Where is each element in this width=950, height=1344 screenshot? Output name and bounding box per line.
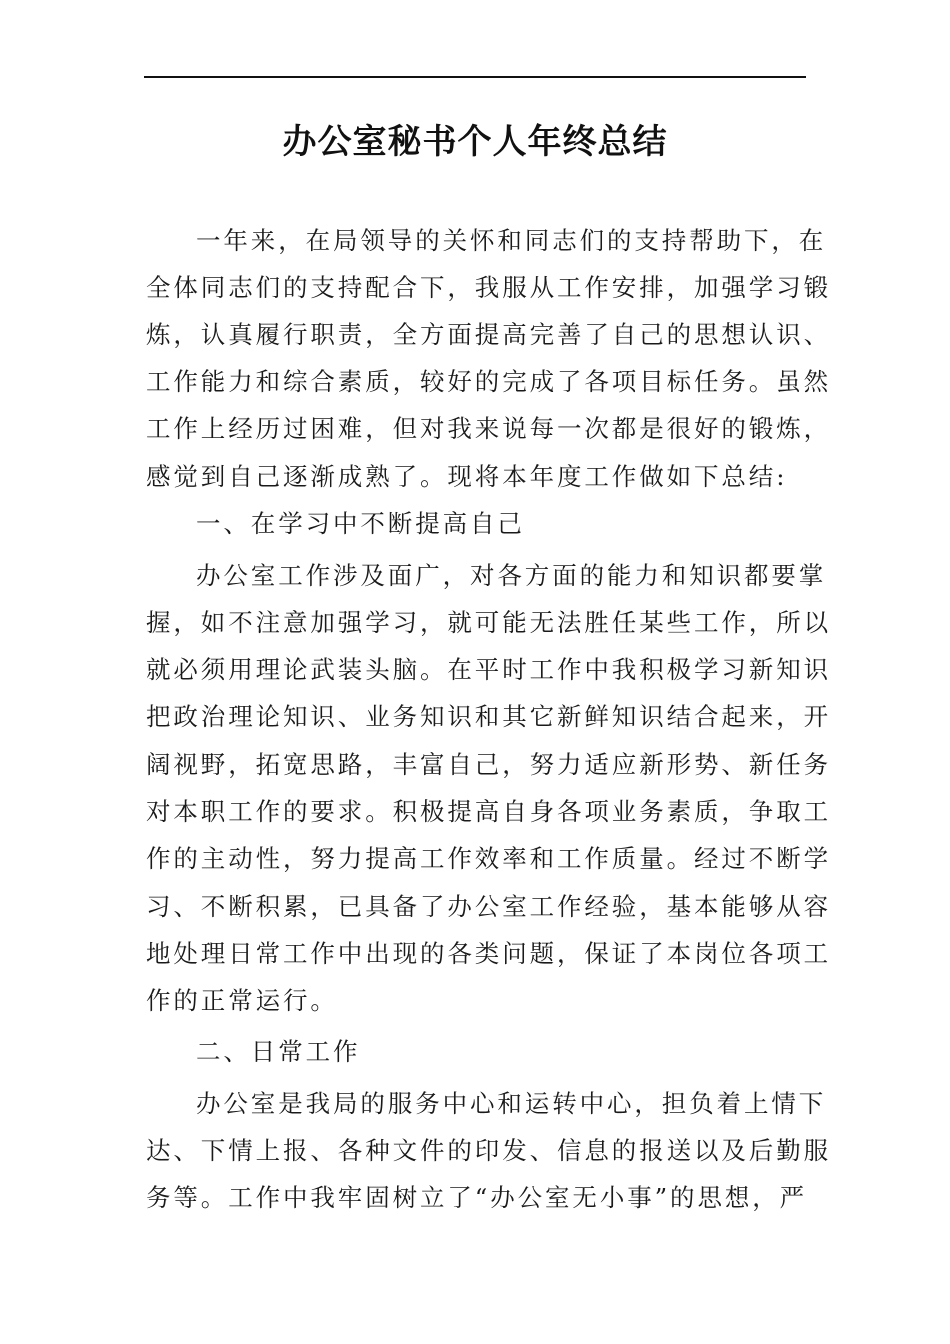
paragraph-line: 工作上经历过困难，但对我来说每一次都是很好的锻炼， xyxy=(146,414,831,443)
document-title: 办公室秘书个人年终总结 xyxy=(282,122,668,162)
paragraph-line: 把政治理论知识、业务知识和其它新鲜知识结合起来，开 xyxy=(146,702,831,731)
paragraph-line: 全体同志们的支持配合下，我服从工作安排，加强学习锻 xyxy=(146,273,831,302)
paragraph-line: 地处理日常工作中出现的各类问题，保证了本岗位各项工 xyxy=(146,939,831,968)
paragraph-line: 一年来，在局领导的关怀和同志们的支持帮助下，在 xyxy=(196,226,827,255)
paragraph-line: 办公室工作涉及面广，对各方面的能力和知识都要掌 xyxy=(196,561,827,590)
section-heading: 二、日常工作 xyxy=(196,1037,361,1066)
paragraph-line: 炼，认真履行职责，全方面提高完善了自己的思想认识、 xyxy=(146,320,831,349)
paragraph-line: 阔视野，拓宽思路，丰富自己，努力适应新形势、新任务 xyxy=(146,750,831,779)
paragraph-line: 对本职工作的要求。积极提高自身各项业务素质，争取工 xyxy=(146,797,831,826)
paragraph-line: 办公室是我局的服务中心和运转中心，担负着上情下 xyxy=(196,1089,827,1118)
paragraph-line: 工作能力和综合素质，较好的完成了各项目标任务。虽然 xyxy=(146,367,831,396)
paragraph-line: 感觉到自己逐渐成熟了。现将本年度工作做如下总结: xyxy=(146,462,788,491)
paragraph-line: 达、下情上报、各种文件的印发、信息的报送以及后勤服 xyxy=(146,1136,831,1165)
section-heading: 一、在学习中不断提高自己 xyxy=(196,509,525,538)
paragraph-line: 握，如不注意加强学习，就可能无法胜任某些工作，所以 xyxy=(146,608,831,637)
paragraph-line: 习、不断积累，已具备了办公室工作经验，基本能够从容 xyxy=(146,892,831,921)
header-rule xyxy=(144,76,806,78)
paragraph-line: 作的主动性，努力提高工作效率和工作质量。经过不断学 xyxy=(146,844,831,873)
paragraph-line: 作的正常运行。 xyxy=(146,986,338,1015)
paragraph-line: 务等。工作中我牢固树立了“办公室无小事”的思想，严 xyxy=(146,1183,808,1212)
paragraph-line: 就必须用理论武装头脑。在平时工作中我积极学习新知识 xyxy=(146,655,831,684)
